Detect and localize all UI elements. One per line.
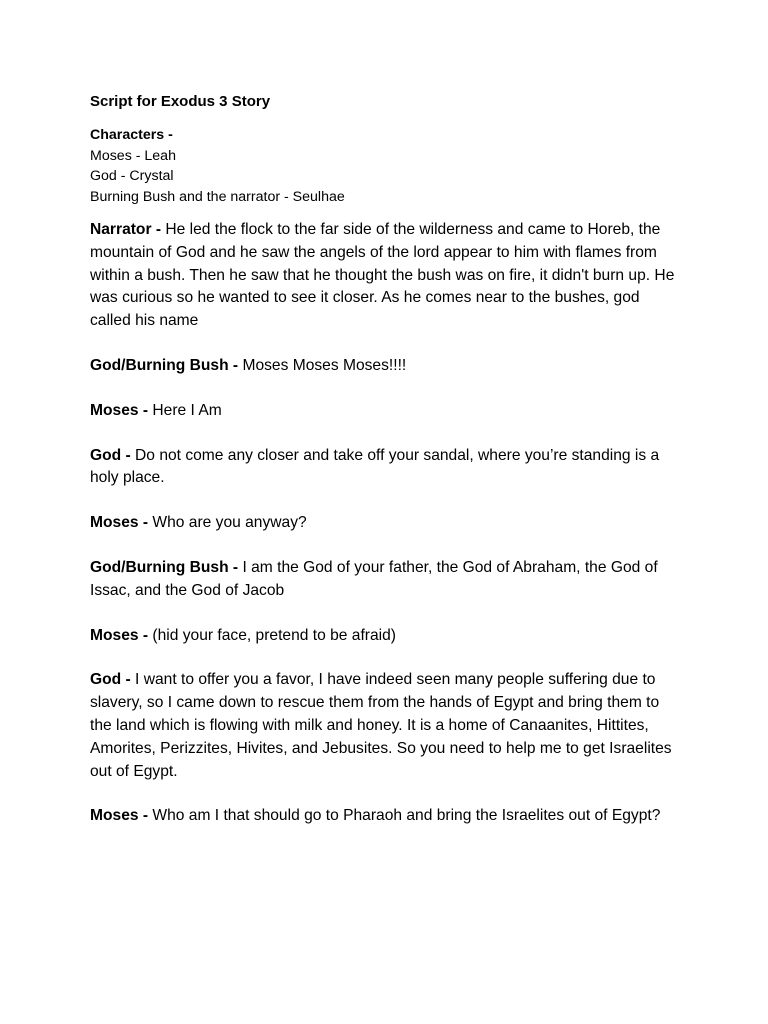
script-line — [90, 219, 680, 333]
speaker-name: God/Burning Bush - — [90, 356, 243, 374]
dialogue-text: He led the flock to the far side of the wilderness and came to Horeb, the mountain of God and he saw the angels of the lord appear to him with flames from within a bush. Then he saw that he thought the bush was on fire, it didn't burn up. He was curious so he wanted to see it closer. As he comes near to the bushes, god called his name — [90, 221, 675, 330]
script-line — [90, 557, 680, 603]
document-page — [90, 92, 680, 850]
document-title: Script for Exodus 3 Story — [90, 93, 271, 110]
speaker-name: Narrator - — [90, 221, 166, 238]
dialogue-text: Moses Moses Moses!!!! — [242, 356, 407, 374]
characters-section — [90, 125, 680, 207]
character-entry: God - Crystal — [90, 168, 174, 184]
speaker-name: God - — [90, 446, 136, 464]
script-line — [90, 625, 680, 648]
dialogue-text: Do not come any closer and take off your sandal, where you’re standing is a holy place. — [90, 446, 660, 487]
dialogue-text: (hid your face, pretend to be afraid) — [152, 626, 396, 644]
script-line — [90, 805, 680, 828]
speaker-name: Moses - — [90, 626, 153, 644]
speaker-name: Moses - — [90, 514, 153, 532]
speaker-name: God - — [90, 671, 136, 689]
speaker-name: God/Burning Bush - — [90, 558, 243, 576]
character-entry: Burning Bush and the narrator - Seulhae — [90, 188, 345, 205]
dialogue-text: Who are you anyway? — [152, 514, 307, 532]
dialogue-text: Who am I that should go to Pharaoh and bring the Israelites out of Egypt? — [152, 807, 661, 825]
character-entry: Moses - Leah — [90, 147, 176, 164]
dialogue-text: Here I Am — [152, 401, 222, 419]
script-line — [90, 445, 680, 491]
script-line — [90, 512, 680, 535]
characters-heading: Characters - — [90, 127, 173, 143]
dialogue-text: I am the God of your father, the God of Abraham, the God of Issac, and the God of Jacob — [90, 558, 658, 599]
script-line — [90, 400, 680, 423]
script-line — [90, 355, 680, 378]
speaker-name: Moses - — [90, 401, 153, 419]
dialogue-text: I want to offer you a favor, I have indeed seen many people suffering due to slavery, so I came down to rescue them from the hands of Egypt and bring them to the land which is flowing with milk and honey. It is a home of Canaanites, Hittites, Amorites, Perizzites, Hivites, and Jebusites. So you need to help me to get Israelites out of Egypt. — [90, 671, 672, 780]
script-line — [90, 669, 680, 783]
speaker-name: Moses - — [90, 807, 153, 825]
